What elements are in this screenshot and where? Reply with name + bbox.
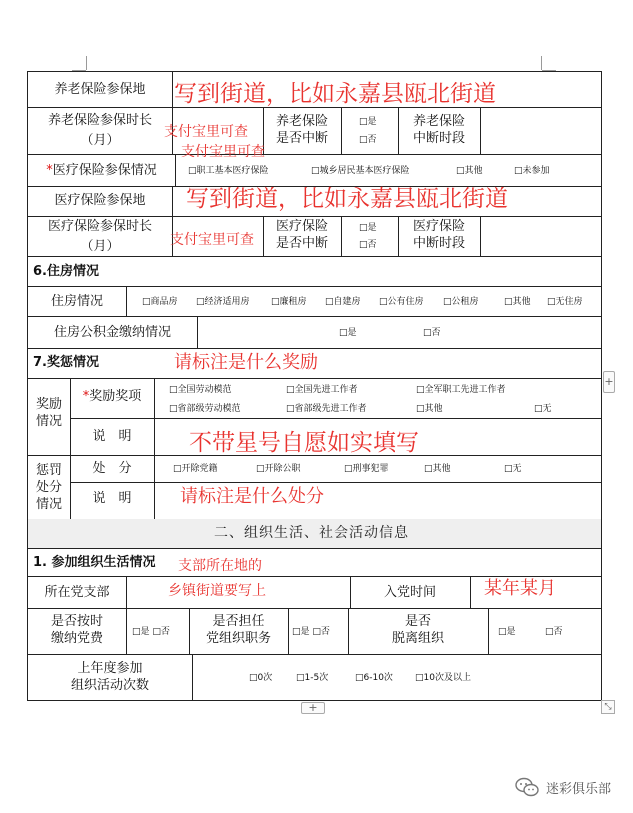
fund-no-option[interactable]: □否 — [423, 328, 441, 338]
dues-options[interactable]: □是 □否 — [132, 627, 170, 637]
dues-label: 是否按时 缴纳党费 — [50, 614, 103, 646]
medical-duration-label: 医疗保险参保时长 — [47, 219, 152, 234]
penalty-option-none[interactable]: □无 — [504, 464, 522, 474]
left-org-label: 是否 脱离组织 — [391, 614, 444, 646]
penalty-label: 处 分 — [92, 461, 132, 476]
activity-option-10-plus[interactable]: □10次及以上 — [415, 673, 471, 683]
watermark — [514, 777, 611, 797]
housing-option-publicrent[interactable]: □公租房 — [443, 297, 479, 307]
annotation-street-pension: 写到街道，比如永嘉县瓯北街道 — [174, 81, 496, 107]
medical-option-none[interactable]: □未参加 — [514, 166, 550, 176]
fund-yes-option[interactable]: □是 — [339, 328, 357, 338]
reward-option-national-advanced[interactable]: □全国先进工作者 — [286, 385, 358, 395]
reward-option-national-model[interactable]: □全国劳动模范 — [169, 385, 232, 395]
medical-yes-option[interactable]: □是 — [359, 223, 377, 233]
housing-option-commercial[interactable]: □商品房 — [142, 297, 178, 307]
activity-option-6-10[interactable]: □6-10次 — [355, 673, 393, 683]
housing-option-none[interactable]: □无住房 — [547, 297, 583, 307]
pension-period-label: 养老保险 中断时段 — [412, 114, 465, 146]
penalty-explain-label: 说 明 — [92, 491, 132, 506]
reward-option-other[interactable]: □其他 — [416, 404, 443, 414]
activity-count-label: 上年度参加 组织活动次数 — [70, 661, 149, 693]
activity-option-1-5[interactable]: □1-5次 — [296, 673, 329, 683]
penalty-option-expel-office[interactable]: □开除公职 — [256, 464, 301, 474]
medical-status-label: *医疗保险参保情况 — [46, 163, 157, 178]
penalty-option-expel-party[interactable]: □开除党籍 — [173, 464, 218, 474]
pension-no-option[interactable]: □否 — [359, 135, 377, 145]
medical-place-label: 医疗保险参保地 — [54, 193, 146, 208]
org-section-title: 1. 参加组织生活情况 — [33, 555, 156, 570]
reward-option-provincial-model[interactable]: □省部级劳动模范 — [169, 404, 241, 414]
annotation-alipay-2: 支付宝里可查 — [181, 144, 265, 160]
watermark-text: 迷彩俱乐部 — [545, 781, 611, 797]
add-column-handle[interactable]: + — [603, 371, 615, 393]
crop-mark — [541, 56, 542, 70]
housing-section-title: 6.住房情况 — [33, 264, 99, 279]
medical-period-label: 医疗保险 中断时段 — [412, 219, 465, 251]
annotation-branch-note-2: 乡镇街道要写上 — [168, 583, 266, 599]
month-unit: （月） — [80, 133, 120, 148]
medical-option-other[interactable]: □其他 — [456, 166, 483, 176]
housing-status-label: 住房情况 — [50, 294, 103, 309]
annotation-reward-note: 请标注是什么奖励 — [174, 352, 318, 373]
annotation-unstarred-note: 不带星号自愿如实填写 — [189, 430, 419, 456]
annotation-branch-note-1: 支部所在地的 — [178, 558, 262, 574]
medical-option-employee[interactable]: □职工基本医疗保险 — [188, 166, 269, 176]
housing-option-lowrent[interactable]: □廉租房 — [271, 297, 307, 307]
left-org-no-option[interactable]: □否 — [545, 627, 563, 637]
required-star: * — [46, 163, 53, 178]
reward-section-title: 7.奖惩情况 — [33, 355, 99, 370]
wechat-icon — [514, 777, 540, 797]
penalty-option-other[interactable]: □其他 — [424, 464, 451, 474]
section-two-title: 二、组织生活、社会活动信息 — [214, 525, 409, 541]
pension-interrupted-label: 养老保险 是否中断 — [275, 114, 328, 146]
pension-yes-option[interactable]: □是 — [359, 117, 377, 127]
housing-option-affordable[interactable]: □经济适用房 — [196, 297, 250, 307]
housing-option-public[interactable]: □公有住房 — [379, 297, 424, 307]
fund-status-label: 住房公积金缴纳情况 — [53, 325, 171, 340]
required-star: * — [82, 389, 90, 404]
medical-no-option[interactable]: □否 — [359, 240, 377, 250]
reward-option-military[interactable]: □全军职工先进工作者 — [416, 385, 506, 395]
party-post-label: 是否担任 党组织职务 — [205, 614, 271, 646]
table-resize-handle[interactable]: ⤡ — [601, 700, 615, 714]
branch-label: 所在党支部 — [44, 585, 110, 600]
annotation-penalty-note: 请标注是什么处分 — [180, 486, 324, 507]
crop-mark — [86, 56, 87, 70]
pension-place-label: 养老保险参保地 — [54, 82, 146, 97]
reward-option-provincial-advanced[interactable]: □省部级先进工作者 — [286, 404, 367, 414]
annotation-alipay-3: 支付宝里可查 — [170, 232, 254, 248]
reward-explain-label: 说 明 — [92, 429, 132, 444]
annotation-year-month: 某年某月 — [484, 578, 556, 599]
registration-form-table — [27, 71, 602, 701]
annotation-alipay-1: 支付宝里可查 — [164, 124, 248, 140]
medical-interrupted-label: 医疗保险 是否中断 — [275, 219, 328, 251]
add-row-handle[interactable]: + — [301, 702, 325, 714]
party-post-options[interactable]: □是 □否 — [292, 627, 330, 637]
reward-items-label: *奖励奖项 — [82, 389, 142, 404]
reward-group-label: 奖励 情况 — [35, 397, 62, 429]
housing-option-other[interactable]: □其他 — [504, 297, 531, 307]
left-org-yes-option[interactable]: □是 — [498, 627, 516, 637]
penalty-group-label: 惩罚 处分 情况 — [35, 463, 62, 512]
pension-duration-label: 养老保险参保时长 — [47, 113, 152, 128]
activity-option-zero[interactable]: □0次 — [249, 673, 273, 683]
join-time-label: 入党时间 — [383, 585, 436, 600]
annotation-street-medical: 写到街道，比如永嘉县瓯北街道 — [186, 186, 508, 212]
month-unit: （月） — [80, 239, 120, 254]
medical-option-resident[interactable]: □城乡居民基本医疗保险 — [311, 166, 410, 176]
reward-option-none[interactable]: □无 — [534, 404, 552, 414]
housing-option-selfbuilt[interactable]: □自建房 — [325, 297, 361, 307]
penalty-option-criminal[interactable]: □刑事犯罪 — [344, 464, 389, 474]
